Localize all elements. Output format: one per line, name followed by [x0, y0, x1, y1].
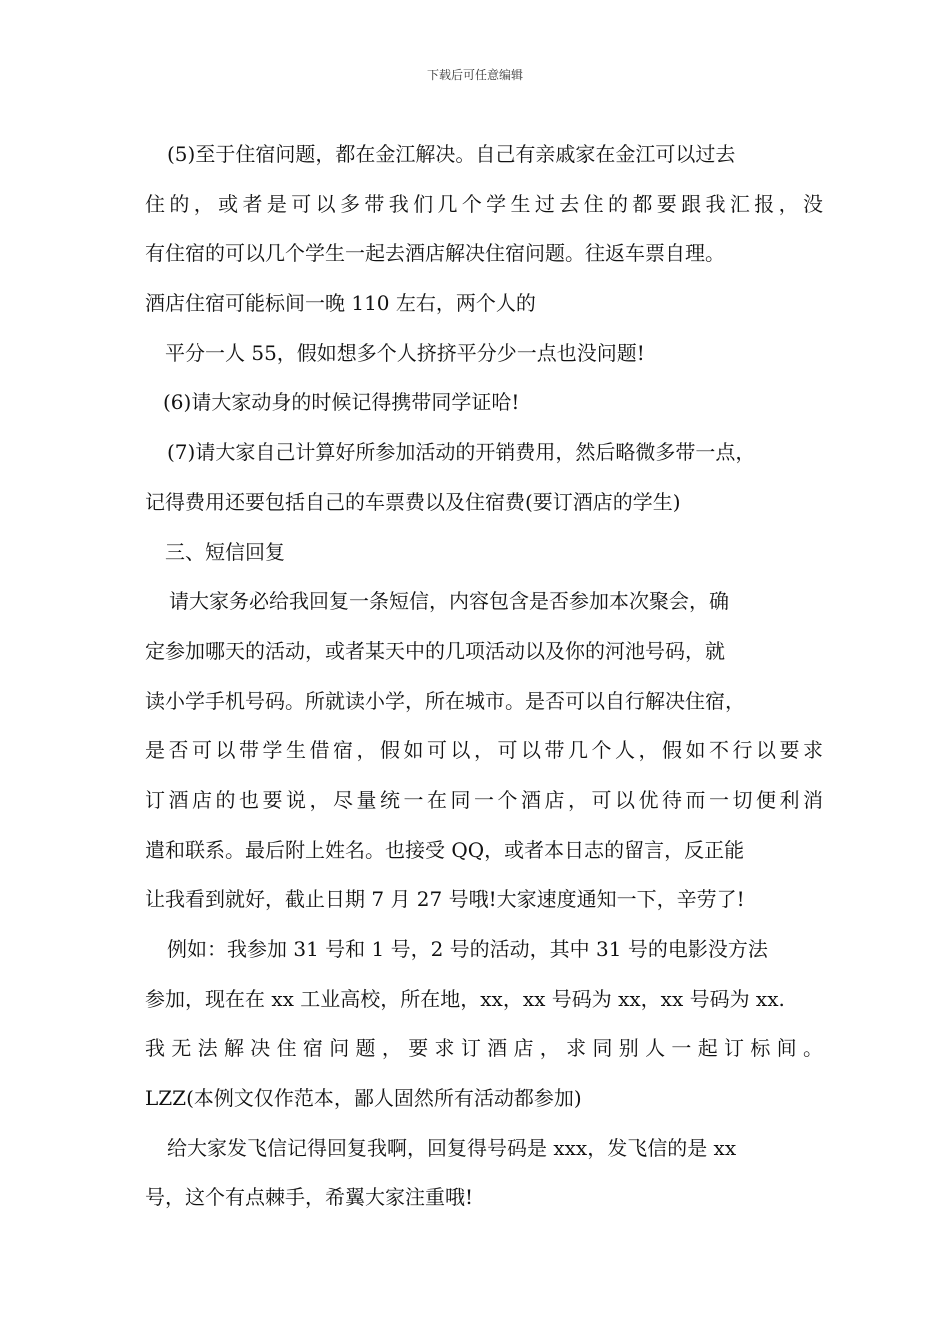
text-line: 请大家务必给我回复一条短信，内容包含是否参加本次聚会，确 [169, 589, 729, 614]
text-line: LZZ(本例文仅作范本，鄙人固然所有活动都参加) [145, 1086, 582, 1111]
document-body [145, 130, 823, 1223]
text-line: 号，这个有点棘手，希翼大家注重哦! [145, 1185, 474, 1210]
text-line: 订酒店的也要说，尽量统一在同一个酒店，可以优待而一切便利消 [145, 787, 823, 812]
text-line: 住的，或者是可以多带我们几个学生过去住的都要跟我汇报，没 [145, 191, 823, 216]
text-line: (7)请大家自己计算好所参加活动的开销费用，然后略微多带一点， [167, 440, 756, 465]
text-line: 让我看到就好，截止日期 7 月 27 号哦!大家速度通知一下，辛劳了! [145, 887, 745, 912]
text-line: 遣和联系。最后附上姓名。也接受 QQ，或者本日志的留言，反正能 [145, 837, 745, 862]
page-header: 下载后可任意编辑 [426, 68, 523, 82]
text-line: 参加，现在在 xx 工业高校，所在地，xx，xx 号码为 xx，xx 号码为 xx. [145, 986, 785, 1011]
text-line: 给大家发飞信记得回复我啊，回复得号码是 xxx，发飞信的是 xx [167, 1135, 737, 1160]
text-line: 酒店住宿可能标间一晚 110 左右，两个人的 [145, 291, 536, 316]
text-line: 记得费用还要包括自己的车票费以及住宿费(要订酒店的学生) [145, 489, 681, 514]
text-line: 是否可以带学生借宿，假如可以，可以带几个人，假如不行以要求 [145, 738, 823, 763]
text-line: (6)请大家动身的时候记得携带同学证哈! [163, 390, 520, 415]
text-line: 我无法解决住宿问题，要求订酒店，求同别人一起订标间。 [145, 1036, 823, 1061]
text-line: 读小学手机号码。所就读小学，所在城市。是否可以自行解决住宿， [145, 688, 745, 713]
text-line: 有住宿的可以几个学生一起去酒店解决住宿问题。往返车票自理。 [145, 241, 725, 266]
text-line: 例如：我参加 31 号和 1 号，2 号的活动，其中 31 号的电影没方法 [167, 937, 768, 961]
text-line: 平分一人 55，假如想多个人挤挤平分少一点也没问题! [165, 340, 645, 365]
text-line: (5)至于住宿问题，都在金江解决。自己有亲戚家在金江可以过去 [167, 142, 736, 166]
section-heading: 三、短信回复 [165, 539, 285, 564]
text-line: 定参加哪天的活动，或者某天中的几项活动以及你的河池号码，就 [145, 638, 725, 663]
